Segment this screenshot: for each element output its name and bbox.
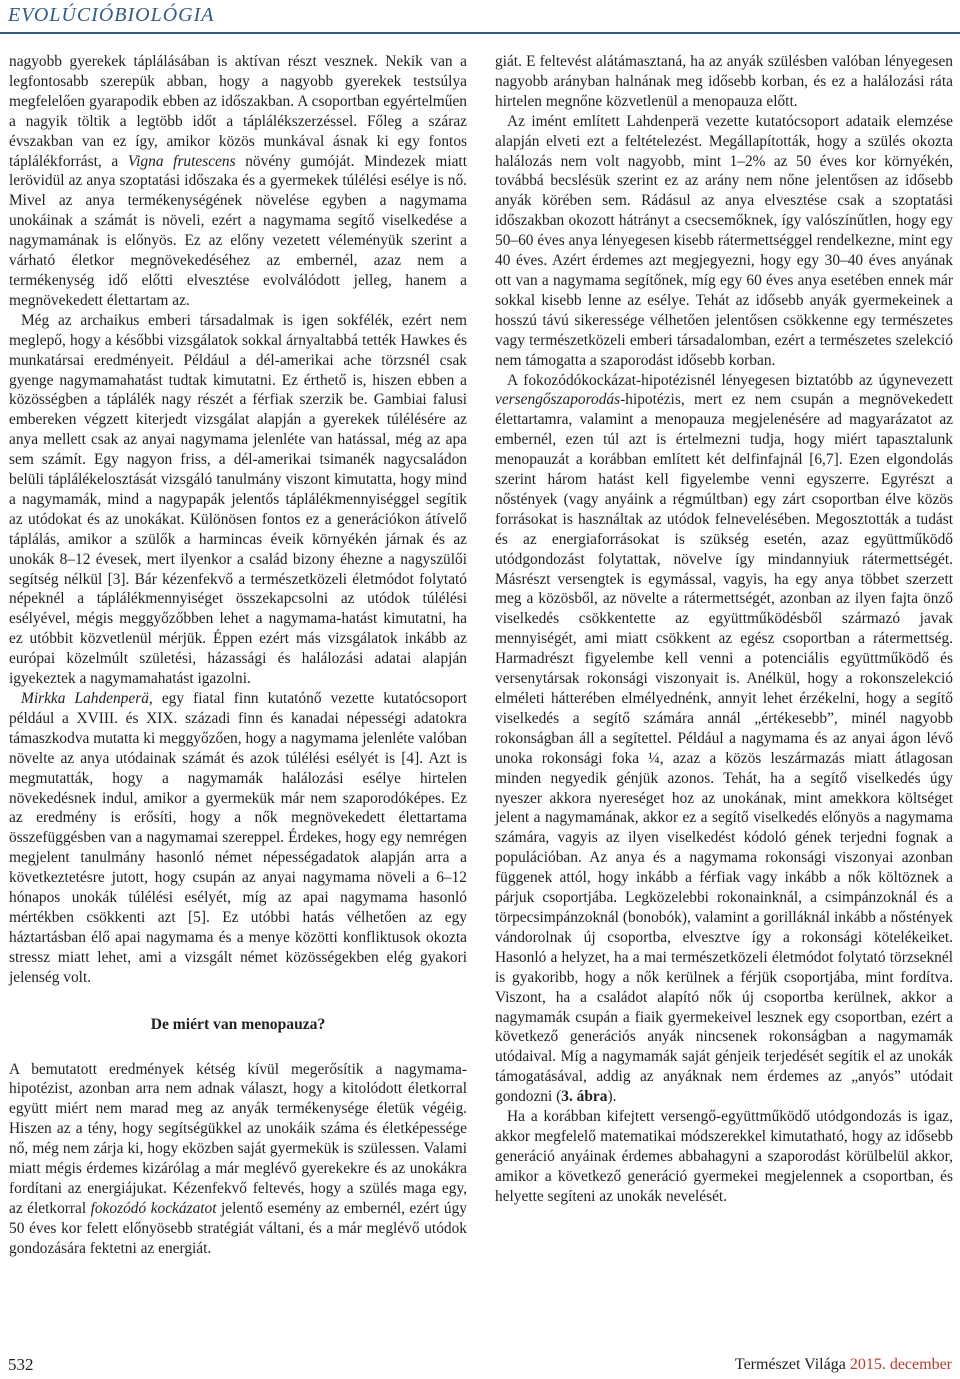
left-paragraph-2: Még az archaikus emberi társadalmak is igen sokfélék, ezért nem meglepő, hogy a későbbi vizsgálatok sokkal árnyaltabbá tették Hawkes és munkatársai eredményeit. Például a dél-amerikai ache törzsnél csak gyenge nagymamahatást tudtak kimutatni. Ez érthető is, hiszen ebben a közösségben a táplálék nagy részét a férfiak szerzik be. Gambiai falusi embereken végzett kiterjedt vizsgálat alapján a gyerekek túlélésére az anya mellett csak az anyai nagymama jelenléte van hatással, még az apa sem számít. Egy nagyon friss, a dél-amerikai tsimanék nagycsaládon belüli táplálékelosztását vizsgáló tanulmány viszont kimutatta, hogy mind a nagymamák, mind a nagypapák jelentős táplálékmennyiséggel segítik az utódokat és az unokákat. Különösen fontos ez a generációkon átívelő táplálás, amikor a szülők a harmincas éveik környékén járnak és az unokák 8–12 évesek, mert ilyenkor a család bizony éhezne a nagyszülői segítség nélkül [3]. Bár kézenfekvő a természetközeli életmódot folytató népeknél a táplálékmennyiséget összekapcsolni az utódok túlélési esélyével, mégis meggyőzőbben lehet a nagymama-hatást kimutatni, ha ez utóbbit közvetlenül mérjük. Éppen ezért más vizsgálatok inkább az európai közelmúlt születési, házassági és halálozási adatai alapján igyekeztek a nagymamahatást igazolni. [9,311,467,688]
researcher-name: Mirkka Lahdenperä [21,690,149,707]
right-paragraph-3: A fokozódókockázat-hipotézisnél lényegesen biztatóbb az úgynevezett versengőszaporodás-hipotézis, mert ez nem csupán a megnövekedett élettartamra, valamint a menopauza megjelenésére ad magyarázatot az embernél, ezen túl azt is értelmezni tudja, hogy miért tapasztalunk menopauzát a korábban említett két delfinfajnál [6,7]. Ezen elgondolás szerint három hatást kell figyelembe venni egyszerre. Egyrészt a nőstények (vagy anyáink a régmúltban) egy zárt csoportban élve közös forrásokat is használtak az utódok felnevelésében. Megosztották a tudást és az energiaforrásokat is szükség esetén, azaz együttműködő utódgondozást folytattak, növelve így mindannyiuk rátermettségét. Másrészt versengtek is egymással, vagyis, ha egy anya többet szerzett meg a közösből, az növelte a rátermettségét, azonban az ilyen fajta önző viselkedés csökkentette az együttműködésből származó javak mennyiségét, ami miatt csökkent az egész csoportban a rátermettség. Harmadrészt figyelembe kell venni a potenciális együttműködő és versenytársak rokonsági viszonyait is. Anélkül, hogy a rokonszelekció elméleti hátterében elmélyednénk, annyit lehet érzékelni, hogy a segítő viselkedés a segítő számára annál „értékesebb”, minél nagyobb rokonságban áll a segítettel. Például a nagymama és az anyai ágon lévő unoka rokonsági foka ¼, azaz a közös leszármazás miatt átlagosan minden negyedik génjük azonos. Tehát, ha a segítő viselkedés úgy nyeszer akkora nyereséget hoz az unokának, mint amekkora költséget jelent a nagymamának, akkor ez a segítő viselkedés előnyös a nagymama számára, vagyis az ilyen viselkedést kódoló gének terjedni fognak a populációban. Az anya és a nagymama rokonsági viszonyai azonban függenek attól, hogy inkább a férfiak vagy inkább a nők költöznek a párjuk csoportjába. Legközelebbi rokonainknál, a csimpánzoknál és a törpecsimpánzoknál (bonobók), valamint a gorilláknál inkább a nőstények vándorolnak új csoportba, elvesztve így a rokonsági kötelékeiket. Hasonló a helyzet, ha a mai természetközeli életmódot folytató törzseknél is gyakoribb, hogy a nők kerülnek a férjük csoportjába, mint fordítva. Viszont, ha a családot alapító nők új csoportba kerülnek, akkor a nagymamák csupán a fiaik gyermekeivel lesznek egy csoportban, ezért a következő generációs anyák nincsenek rokonságban a nagymamák utódaival. Míg a nagymamák saját génjeik terjedését segítik el az unokák támogatásával, addig az anyáknak nem érdemes az „anyós” utódait gondozni (3. ábra). [495,371,953,1106]
header-rule [0,32,960,34]
right-paragraph-1: giát. E feltevést alátámasztaná, ha az anyák szülésben valóban lényegesen nagyobb arányban halnának meg idősebb korban, és ez a halálozási ráta hirtelen megnőne közvetlenül a menopauza előtt. [495,53,953,110]
running-header [0,0,960,30]
right-paragraph-4: Ha a korábban kifejtett versengő-együttműködő utódgondozás is igaz, akkor megfelelő matematikai módszerekkel kimutatható, hogy az idősebb generáció anyáinak érdemes abbahagyni a szaporodást körülbelül akkor, amikor a következő generáció gyermekei megjelennek a csoportban, és helyette segíteni az unokák nevelését. [495,1108,953,1205]
magazine-footer: Természet Világa 2015. december [734,1356,952,1373]
page-number: 532 [8,1355,34,1374]
species-name: Vigna frutescens [127,152,236,170]
left-paragraph-1: nagyobb gyerekek táplálásában is aktívan részt vesznek. Nekik van a legfontosabb szerepük abban, hogy a nagyobb gyerekek testsúlya megfelelően gyarapodik ebben az időszakban. A csoportban egyértelműen a nagyik töltik a legtöbb időt a táplálékszerzéssel. Főleg a száraz évszakban van ez így, amikor közös munkával ásnak ki egy fontos táplálékforrást, a Vigna frutescens növény gumóját. Mindezek miatt lerövidül az anya szoptatási időszaka és a gyermekek túlélési esélye is nő. Mivel az anya termékenységének növelése egyben a nagymama unokáinak a számát is növeli, ezért a nagymama segítő viselkedése a nagymamának is előnyös. Ez az előny vezetett véleményük szerint a várható életkor megnövekedéséhez az embernél, azaz nem a termékenység idő előtti elvesztése evolválódott jelleg, hanem a megnövekedett élettartam az. [9,53,467,309]
left-paragraph-3: Mirkka Lahdenperä, egy fiatal finn kutatónő vezette kutatócsoport például a XVIII. és XIX. századi finn és kanadai népességi adatokra támaszkodva mutatta ki meggyőzően, hogy a nagymama jelenléte valóban növelte az anya utódainak számát és azok túlélési esélyét is [4]. Azt is megmutatták, hogy a nagymamák halálozási esélye hirtelen növekedésnek indul, amikor a gyermekük már nem szaporodóképes. Ez az eredmény is erősíti, hogy a nők megnövekedett élettartama összefüggésben van a nagymamai szereppel. Érdekes, hogy egy nemrégen megjelent tanulmány hasonló német népességadatok alapján arra a következtetésre jutott, hogy csupán az anyai nagymama növeli a 6–12 hónapos unokák túlélési esélyét, míg az apai nagymama hasonló mértékben csökkenti azt [5]. Ez utóbbi hatás vélhetően az egy háztartásban élő apai nagymama és a menye közötti konfliktusok okozta stressz miatt lehet, ami a vizsgált német közösségekben elég gyakori jelenség volt. [9,690,467,986]
left-column [9,52,467,1259]
figure-reference: 3. ábra [561,1088,608,1106]
left-paragraph-4: A bemutatott eredmények kétség kívül megerősítik a nagymama-hipotézist, azonban arra nem adnak választ, hogy a kitolódott életkorral együtt miért nem marad meg az anyák termékenysége életük végéig. Hiszen az a tény, hogy segítségükkel az unokáik száma és életképessége nő, még nem zárja ki, hogy eközben saját gyermekük is szülessen. Valami miatt mégis érdemes kizárólag a már meglévő gyerekekre és az unokákra fordítani az energiájukat. Kézenfekvő feltevés, hogy a szülés maga egy, az életkorral fokozódó kockázatot jelentő esemény az embernél, ezért úgy 50 éves kor felett előnyösebb stratégiát váltani, és a már meglévő utódok gondozására fektetni az energiát. [9,1060,467,1257]
right-column [495,52,953,1207]
right-paragraph-2: Az imént említett Lahdenperä vezette kutatócsoport adataik elemzése alapján elveti ezt a feltételezést. Megállapították, hogy a szülés okozta halálozás nem volt nagyobb, mint 1–2% az 50 éves kor környékén, továbbá becslésük szerint ez az arány nem nőne jelentősen az idősebb anyák körében sem. Rádásul az anya elvesztése csak a szoptatási időszakban okozott hátrányt a csecsemőknek, így valószínűtlen, hogy egy 50–60 éves anya lényegesen kisebb rátermettséggel rendelkezne, mint egy 40 éves. Azért érdemes azt megjegyezni, hogy egy 30–40 éves anyának ott van a nagymama segítőnek, míg egy 60 éves anya esetében ennek már sokkal kisebb lenne az esélye. Tehát az idősebb anyák gyermekeinek a hosszú távú sikeressége vélhetően jelentősen csökkenne egy természetes vagy természetközeli emberi társadalomban, ezért a természetes szelekció nem támogatta a szaporodást idősebb korban. [495,112,953,369]
section-title: EVOLÚCIÓBIOLÓGIA [8,4,215,26]
section-heading: De miért van menopauza? [150,1015,326,1033]
